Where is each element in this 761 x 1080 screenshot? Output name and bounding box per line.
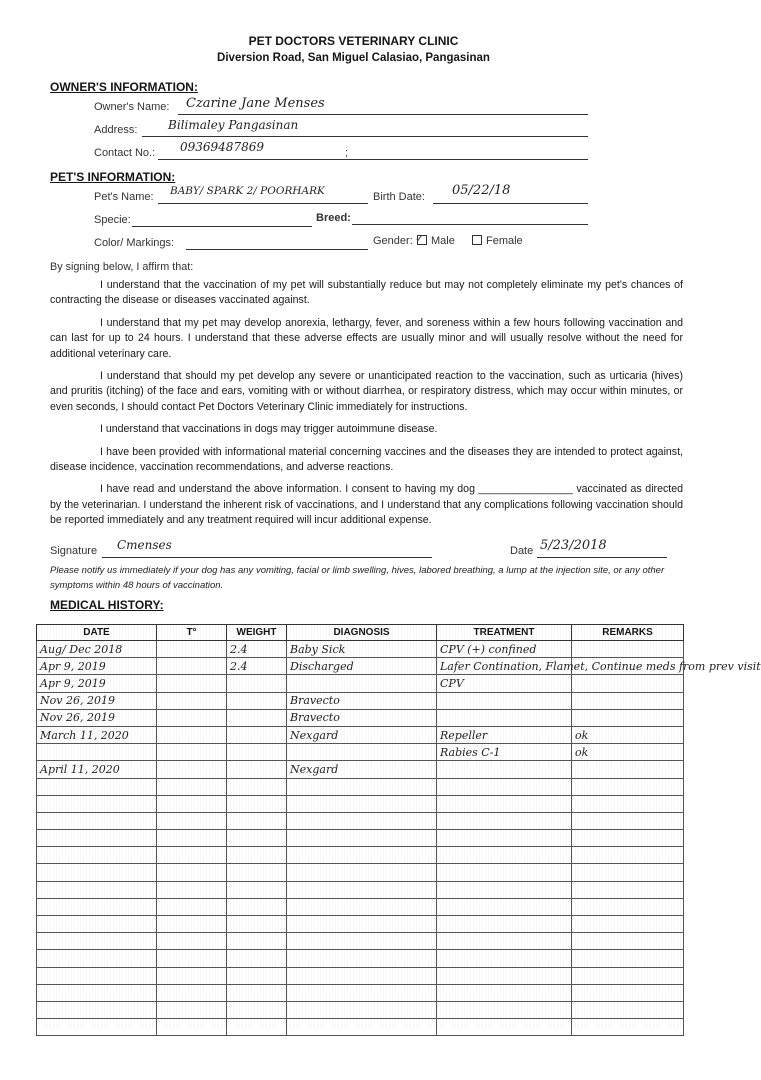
cell-weight[interactable] [227, 778, 287, 795]
cell-treatment[interactable] [437, 847, 572, 864]
cell-date[interactable]: Nov 26, 2019 [37, 709, 157, 726]
birth-date-value[interactable]: 05/22/18 [452, 183, 511, 198]
cell-date[interactable] [37, 1001, 157, 1018]
date-value[interactable]: 5/23/2018 [540, 538, 607, 553]
specie-label: Specie: [94, 214, 131, 226]
cell-temperature[interactable] [157, 795, 227, 812]
female-checkbox[interactable] [472, 235, 482, 245]
table-row [37, 812, 684, 829]
cell-date[interactable] [37, 984, 157, 1001]
cell-diagnosis[interactable] [287, 933, 437, 950]
pet-name-label: Pet's Name: [94, 191, 154, 203]
cell-remarks[interactable] [572, 933, 684, 950]
cell-weight[interactable] [227, 864, 287, 881]
cell-remarks[interactable] [572, 709, 684, 726]
breed-line [352, 224, 588, 225]
cell-date[interactable] [37, 967, 157, 984]
cell-weight[interactable] [227, 1001, 287, 1018]
cell-temperature[interactable] [157, 658, 227, 675]
gender-male-option[interactable] [417, 235, 455, 247]
birth-date-line [433, 203, 588, 204]
cell-weight[interactable] [227, 830, 287, 847]
cell-date[interactable] [37, 795, 157, 812]
cell-treatment[interactable] [437, 881, 572, 898]
cell-temperature[interactable] [157, 950, 227, 967]
owner-name-value[interactable]: Czarine Jane Menses [186, 96, 325, 111]
cell-diagnosis[interactable] [287, 1019, 437, 1036]
cell-weight[interactable] [227, 898, 287, 915]
table-row [37, 847, 684, 864]
consent-statement-6: I have read and understand the above information. I consent to having my dog ________________ vaccinated as directed by the veterinarian. I understand the inherent risk of vaccinations, and I understand that any complications following vaccination should be reported immediately and any treatment required will incur additional expense. [50, 483, 683, 527]
cell-remarks[interactable] [572, 795, 684, 812]
cell-date[interactable] [37, 950, 157, 967]
cell-weight[interactable] [227, 916, 287, 933]
color-markings-line [186, 249, 368, 250]
post-vaccination-notice: Please notify us immediately if your dog has any vomiting, facial or limb swelling, hives, labored breathing, a lump at the injection site, or any other symptoms within 48 hours of vaccination. [50, 565, 665, 591]
cell-weight[interactable] [227, 692, 287, 709]
cell-treatment[interactable]: Lafer Contination, Flamet, Continue meds from prev visit [437, 658, 572, 675]
table-row [37, 744, 684, 761]
cell-remarks[interactable] [572, 641, 684, 658]
cell-remarks[interactable] [572, 916, 684, 933]
pet-name-value[interactable]: BABY/ SPARK 2/ POORHARK [170, 185, 325, 197]
cell-date[interactable] [37, 812, 157, 829]
table-row [37, 967, 684, 984]
cell-treatment[interactable] [437, 709, 572, 726]
table-row [37, 1001, 684, 1018]
cell-date[interactable]: Nov 26, 2019 [37, 692, 157, 709]
consent-statement-5: I have been provided with informational material concerning vaccines and the diseases they are intended to protect against, disease incidence, vaccination recommendations, and adverse reactions. [50, 445, 683, 474]
cell-diagnosis[interactable] [287, 984, 437, 1001]
cell-temperature[interactable] [157, 726, 227, 743]
cell-temperature[interactable] [157, 812, 227, 829]
cell-date[interactable] [37, 744, 157, 761]
cell-treatment[interactable] [437, 692, 572, 709]
cell-treatment[interactable] [437, 812, 572, 829]
cell-weight[interactable] [227, 933, 287, 950]
cell-treatment[interactable]: Repeller [437, 726, 572, 743]
table-row [37, 778, 684, 795]
cell-date[interactable]: March 11, 2020 [37, 726, 157, 743]
cell-remarks[interactable] [572, 1001, 684, 1018]
cell-temperature[interactable] [157, 847, 227, 864]
cell-date[interactable]: Aug/ Dec 2018 [37, 641, 157, 658]
cell-date[interactable] [37, 778, 157, 795]
cell-weight[interactable] [227, 709, 287, 726]
cell-weight[interactable]: 2.4 [227, 658, 287, 675]
cell-remarks[interactable] [572, 864, 684, 881]
signature-value[interactable]: Cmenses [117, 538, 172, 552]
cell-diagnosis[interactable] [287, 967, 437, 984]
cell-treatment[interactable] [437, 830, 572, 847]
cell-weight[interactable] [227, 967, 287, 984]
table-row [37, 675, 684, 692]
table-row [37, 1019, 684, 1036]
male-label: Male [431, 235, 455, 247]
owner-contact-label: Contact No.: [94, 147, 156, 159]
male-checkbox[interactable]: ✓ [417, 235, 427, 245]
owner-address-label: Address: [94, 124, 138, 136]
consent-statements [50, 278, 683, 536]
cell-treatment[interactable] [437, 967, 572, 984]
signature-line [102, 557, 432, 558]
cell-diagnosis[interactable] [287, 950, 437, 967]
cell-temperature[interactable] [157, 675, 227, 692]
cell-weight[interactable] [227, 726, 287, 743]
pet-name-line [158, 203, 368, 204]
owner-section-heading: OWNER'S INFORMATION: [50, 80, 198, 94]
medical-history-table [36, 624, 761, 1036]
cell-date[interactable] [37, 916, 157, 933]
cell-treatment[interactable] [437, 1001, 572, 1018]
cell-diagnosis[interactable]: Discharged [287, 658, 437, 675]
column-header-treatment: TREATMENT [437, 625, 572, 641]
owner-contact-separator: ; [345, 147, 349, 159]
column-header-diagnosis: DIAGNOSIS [287, 625, 437, 641]
owner-contact-value[interactable]: 09369487869 [180, 140, 264, 154]
cell-diagnosis[interactable] [287, 795, 437, 812]
cell-temperature[interactable] [157, 709, 227, 726]
cell-diagnosis[interactable] [287, 898, 437, 915]
cell-temperature[interactable] [157, 864, 227, 881]
consent-statement-3: I understand that should my pet develop any severe or unanticipated reaction to the vaccination, such as urticaria (hives) and pruritis (itching) of the face and ears, vomiting with or without diarrhea, or respiratory distress, which may occur within minutes, or even seconds, I should contact Pet Doctors Veterinary Clinic immediately for instructions. [50, 370, 683, 413]
cell-remarks[interactable] [572, 812, 684, 829]
cell-diagnosis[interactable] [287, 812, 437, 829]
cell-weight[interactable] [227, 984, 287, 1001]
cell-temperature[interactable] [157, 984, 227, 1001]
table-row [37, 898, 684, 915]
cell-diagnosis[interactable] [287, 1001, 437, 1018]
color-markings-label: Color/ Markings: [94, 237, 175, 249]
cell-date[interactable] [37, 898, 157, 915]
cell-remarks[interactable] [572, 830, 684, 847]
cell-remarks[interactable] [572, 967, 684, 984]
cell-date[interactable] [37, 830, 157, 847]
cell-temperature[interactable] [157, 1019, 227, 1036]
cell-temperature[interactable] [157, 761, 227, 778]
consent-statement-2: I understand that my pet may develop anorexia, lethargy, fever, and soreness within a few hours following vaccination and can last for up to 24 hours. I understand that these adverse effects are usually minor and will usually resolve without the need for additional veterinary care. [50, 316, 683, 360]
cell-diagnosis[interactable] [287, 830, 437, 847]
cell-weight[interactable] [227, 950, 287, 967]
cell-diagnosis[interactable]: Nexgard [287, 761, 437, 778]
table-row [37, 950, 684, 967]
cell-date[interactable] [37, 864, 157, 881]
cell-treatment[interactable]: CPV (+) confined [437, 641, 572, 658]
cell-temperature[interactable] [157, 778, 227, 795]
column-header-temperature: T° [157, 625, 227, 641]
owner-name-label: Owner's Name: [94, 101, 170, 113]
medical-history-table-area [36, 624, 761, 1028]
cell-temperature[interactable] [157, 898, 227, 915]
table-row [37, 933, 684, 950]
cell-temperature[interactable] [157, 692, 227, 709]
cell-temperature[interactable] [157, 641, 227, 658]
cell-diagnosis[interactable] [287, 847, 437, 864]
table-row [37, 881, 684, 898]
medical-history-heading: MEDICAL HISTORY: [50, 598, 164, 612]
cell-treatment[interactable] [437, 898, 572, 915]
specie-line [132, 226, 312, 227]
cell-weight[interactable] [227, 795, 287, 812]
table-row [37, 658, 684, 675]
pet-section-heading: PET'S INFORMATION: [50, 170, 176, 184]
consent-statement-4: I understand that vaccinations in dogs may trigger autoimmune disease. [100, 423, 438, 436]
cell-temperature[interactable] [157, 1001, 227, 1018]
breed-label: Breed: [316, 212, 351, 224]
table-row [37, 916, 684, 933]
clinic-address: Diversion Road, San Miguel Calasiao, Pangasinan [217, 52, 490, 64]
cell-temperature[interactable] [157, 933, 227, 950]
cell-temperature[interactable] [157, 830, 227, 847]
table-row [37, 830, 684, 847]
table-row [37, 709, 684, 726]
cell-temperature[interactable] [157, 881, 227, 898]
cell-diagnosis[interactable] [287, 675, 437, 692]
cell-temperature[interactable] [157, 967, 227, 984]
owner-name-line [178, 114, 588, 115]
cell-remarks[interactable] [572, 1019, 684, 1036]
birth-date-label: Birth Date: [373, 191, 425, 203]
table-row [37, 692, 684, 709]
cell-date[interactable] [37, 1019, 157, 1036]
cell-weight[interactable]: 2.4 [227, 641, 287, 658]
cell-treatment[interactable] [437, 795, 572, 812]
signature-label: Signature [50, 545, 98, 557]
cell-diagnosis[interactable]: Bravecto [287, 692, 437, 709]
cell-remarks[interactable] [572, 881, 684, 898]
cell-weight[interactable] [227, 744, 287, 761]
owner-contact-line [158, 159, 588, 160]
cell-treatment[interactable]: CPV [437, 675, 572, 692]
cell-remarks[interactable] [572, 984, 684, 1001]
cell-diagnosis[interactable]: Nexgard [287, 726, 437, 743]
cell-diagnosis[interactable]: Baby Sick [287, 641, 437, 658]
cell-remarks[interactable] [572, 761, 684, 778]
cell-diagnosis[interactable] [287, 881, 437, 898]
cell-remarks[interactable] [572, 847, 684, 864]
column-header-date: DATE [37, 625, 157, 641]
table-row [37, 726, 684, 743]
cell-weight[interactable] [227, 761, 287, 778]
cell-treatment[interactable] [437, 864, 572, 881]
cell-treatment[interactable] [437, 1019, 572, 1036]
cell-weight[interactable] [227, 812, 287, 829]
cell-diagnosis[interactable] [287, 916, 437, 933]
column-header-weight: WEIGHT [227, 625, 287, 641]
cell-weight[interactable] [227, 847, 287, 864]
owner-address-value[interactable]: Bilimaley Pangasinan [168, 118, 299, 132]
owner-address-line [142, 136, 588, 137]
consent-intro: By signing below, I affirm that: [50, 261, 194, 273]
cell-date[interactable] [37, 881, 157, 898]
cell-remarks[interactable]: ok [572, 726, 684, 743]
table-header-row [37, 625, 684, 641]
cell-treatment[interactable] [437, 984, 572, 1001]
cell-treatment[interactable]: Rabies C-1 [437, 744, 572, 761]
gender-label: Gender: [373, 235, 413, 247]
date-label: Date [510, 545, 534, 557]
table-row [37, 984, 684, 1001]
cell-remarks[interactable] [572, 778, 684, 795]
cell-treatment[interactable] [437, 950, 572, 967]
table-row [37, 641, 684, 658]
cell-date[interactable]: Apr 9, 2019 [37, 675, 157, 692]
gender-female-option[interactable] [472, 235, 523, 247]
table-row [37, 761, 684, 778]
cell-date[interactable] [37, 847, 157, 864]
table-row [37, 864, 684, 881]
cell-temperature[interactable] [157, 916, 227, 933]
cell-remarks[interactable] [572, 898, 684, 915]
cell-remarks[interactable] [572, 950, 684, 967]
cell-diagnosis[interactable] [287, 778, 437, 795]
cell-diagnosis[interactable]: Bravecto [287, 709, 437, 726]
cell-remarks[interactable]: ok [572, 744, 684, 761]
cell-remarks[interactable] [572, 692, 684, 709]
date-line [537, 557, 667, 558]
cell-treatment[interactable] [437, 916, 572, 933]
cell-diagnosis[interactable] [287, 864, 437, 881]
cell-remarks[interactable] [572, 675, 684, 692]
cell-temperature[interactable] [157, 744, 227, 761]
table-row [37, 795, 684, 812]
cell-weight[interactable] [227, 881, 287, 898]
cell-date[interactable]: April 11, 2020 [37, 761, 157, 778]
cell-diagnosis[interactable] [287, 744, 437, 761]
column-header-remarks: REMARKS [572, 625, 684, 641]
cell-date[interactable]: Apr 9, 2019 [37, 658, 157, 675]
cell-date[interactable] [37, 933, 157, 950]
clinic-name: PET DOCTORS VETERINARY CLINIC [248, 34, 459, 48]
cell-weight[interactable] [227, 675, 287, 692]
cell-treatment[interactable] [437, 778, 572, 795]
cell-treatment[interactable] [437, 933, 572, 950]
female-label: Female [486, 235, 523, 247]
cell-treatment[interactable] [437, 761, 572, 778]
consent-statement-1: I understand that the vaccination of my pet will substantially reduce but may not completely eliminate my pet's chances of contracting the disease or diseases vaccinated against. [50, 279, 683, 307]
cell-weight[interactable] [227, 1019, 287, 1036]
